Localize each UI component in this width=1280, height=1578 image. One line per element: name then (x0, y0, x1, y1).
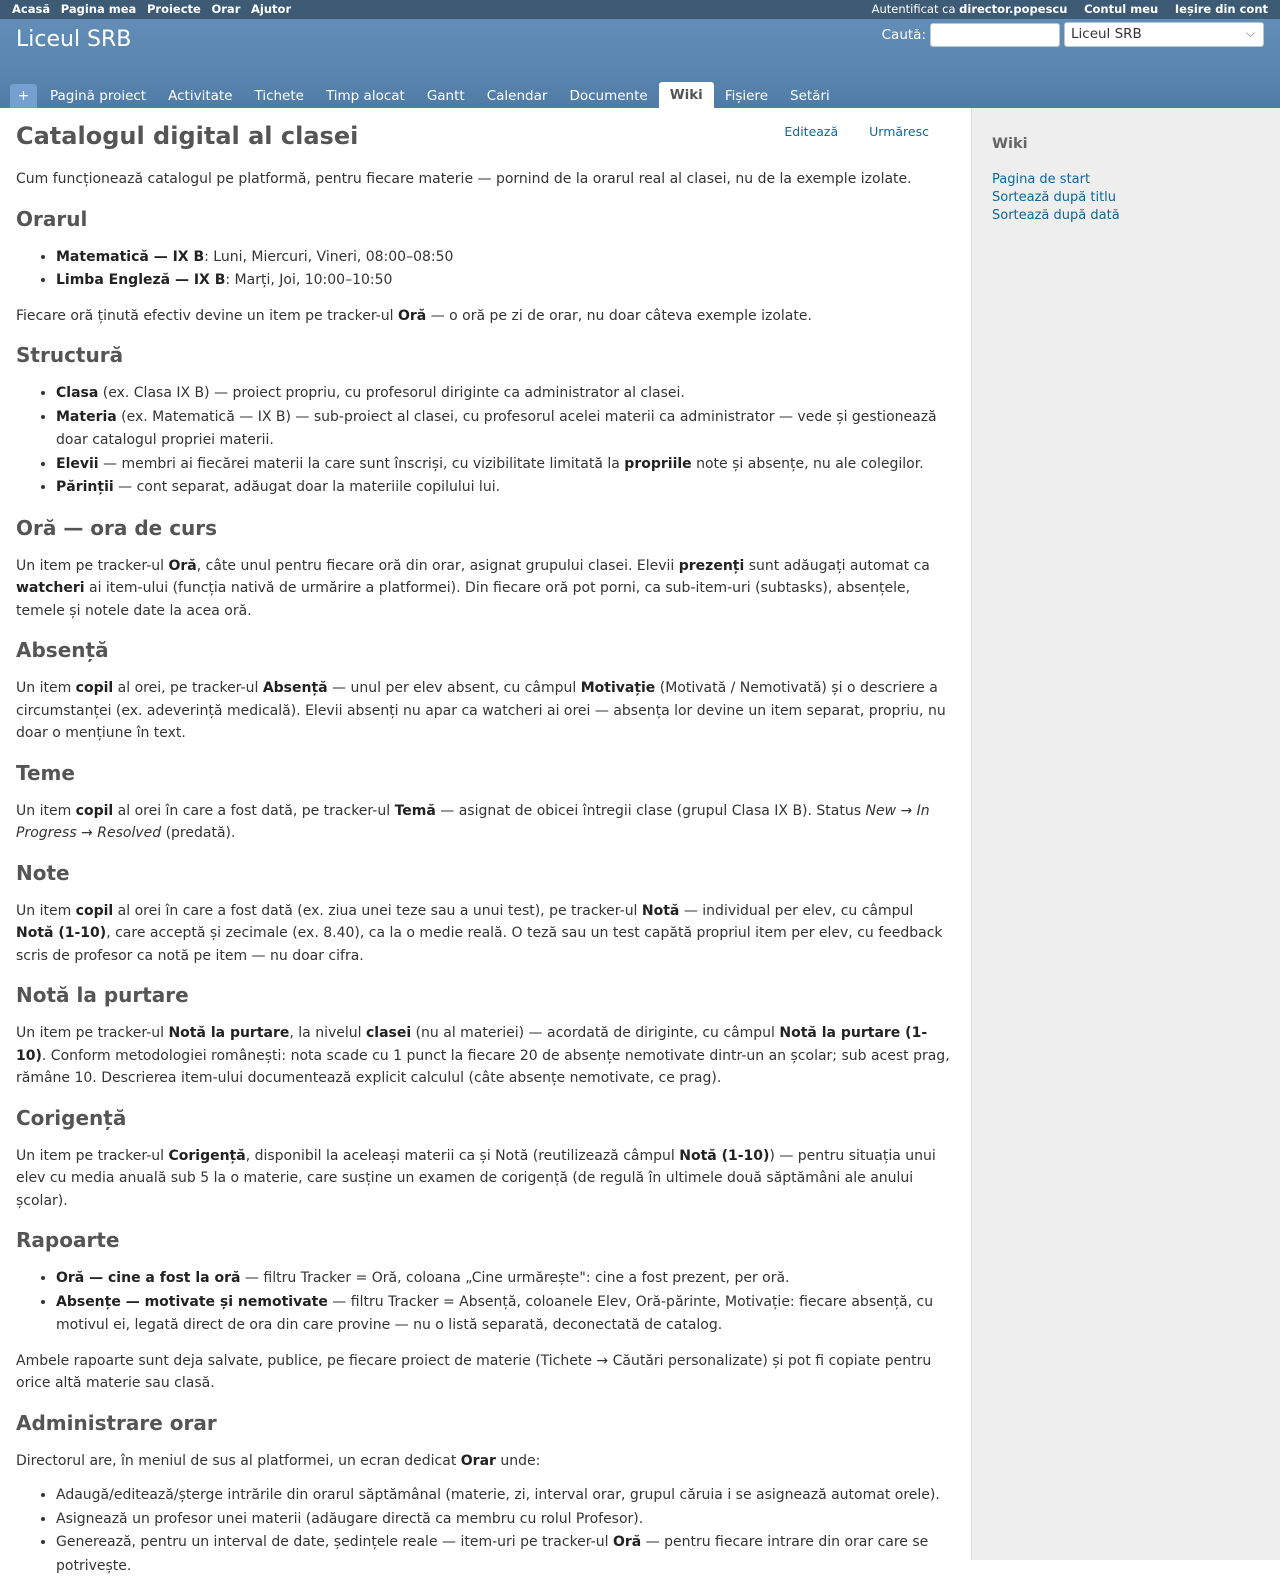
list-item (56, 1508, 955, 1532)
text-run: . Conform metodologiei românești: nota scade cu 1 punct la fiecare 20 de absențe nemotivate dintr-un an școlar; sub acest prag, rămâne 10. Descrierea item-ului documentează explicit calculul (câte absențe nemotivate, ce prag). (16, 1048, 950, 1087)
page-intro: Cum funcționează catalogul pe platformă, pentru fiecare materie — pornind de la orarul real al clasei, nu de la exemple izolate. (16, 168, 955, 191)
paragraph (16, 800, 955, 845)
text-run: ai item-ului (funcția nativă de urmărire a platformei). Din fiecare oră pot porni, ca sub-item-uri (subtasks), absențele, temele și notele date la acea oră. (16, 580, 910, 619)
bullet-list (16, 1484, 955, 1578)
tab-documents[interactable]: Documente (558, 84, 658, 108)
bold-text: watcheri (16, 580, 85, 596)
bold-text: Limba Engleză — IX B (56, 272, 225, 288)
text-run: — asignat de obicei întregii clase (grupul Clasa IX B). Status (436, 803, 866, 819)
text-run: Directorul are, în meniul de sus al platformei, un ecran dedicat (16, 1453, 461, 1469)
list-item (56, 476, 955, 500)
text-run: Un item pe tracker-ul (16, 558, 168, 574)
tab-gantt[interactable]: Gantt (416, 84, 476, 108)
tab-calendar[interactable]: Calendar (476, 84, 559, 108)
text-run: , care acceptă și zecimale (ex. 8.40), ca la o medie reală. O teză sau un test capătă propriul item per elev, cu feedback scris de profesor ca notă pe item — nu doar cifra. (16, 925, 943, 964)
tab-settings[interactable]: Setări (779, 84, 841, 108)
text-run: — filtru Tracker = Absență, coloanele Elev, Oră-părinte, Motivație: fiecare absență, cu motivul ei, legată direct de ora din care provine — nu o listă separată, deconectată de catalog. (56, 1294, 933, 1334)
logout-link[interactable]: Ieșire din cont (1175, 2, 1268, 16)
text-run: al orei, pe tracker-ul (113, 680, 263, 696)
bold-text: Absență (263, 680, 328, 696)
bold-text: Materia (56, 409, 117, 425)
bullet-list (16, 1267, 955, 1338)
section-heading-teme: Teme (16, 760, 955, 786)
project-title: Liceul SRB (16, 27, 131, 52)
text-run: ) — pentru situația unui elev cu media anuală sub 5 la o materie, care susține un examen de corigență (de regulă în ultimele două săptămâni ale anului școlar). (16, 1148, 936, 1209)
top-link-projects[interactable]: Proiecte (147, 2, 201, 16)
paragraph (16, 555, 955, 623)
text-run: — o oră pe zi de orar, nu doar câteva exemple izolate. (426, 308, 812, 324)
project-select-value: Liceul SRB (1071, 26, 1142, 42)
top-link-my-page[interactable]: Pagina mea (61, 2, 137, 16)
main-menu (10, 82, 841, 108)
text-run: (predată). (161, 825, 235, 841)
text-run: — unul per elev absent, cu câmpul (328, 680, 581, 696)
section-heading-nota-la-purtare: Notă la purtare (16, 982, 955, 1008)
contextual-actions (757, 124, 929, 139)
list-item (56, 382, 955, 406)
paragraph (16, 305, 955, 328)
bold-text: copil (76, 903, 114, 919)
paragraph (16, 900, 955, 968)
section-heading-note: Note (16, 860, 955, 886)
bold-text: copil (76, 680, 114, 696)
bold-text: clasei (366, 1025, 411, 1041)
logged-in-prefix: Autentificat ca (872, 2, 956, 16)
text-run: (ex. Clasa IX B) — proiect propriu, cu profesorul diriginte ca administrator al clasei. (98, 385, 685, 401)
text-run: unde: (496, 1453, 540, 1469)
sidebar-title: Wiki (992, 136, 1260, 152)
paragraph (16, 1022, 955, 1090)
text-run: Ambele rapoarte sunt deja salvate, publice, pe fiecare proiect de materie (Tichete → Căutări personalizate) și pot fi copiate pentru orice altă materie sau clasă. (16, 1353, 931, 1392)
text-run: Un item (16, 680, 76, 696)
wiki-sections (16, 206, 955, 1578)
list-item (56, 1291, 955, 1338)
watch-link[interactable]: Urmăresc (869, 124, 929, 139)
text-run: (nu al materiei) — acordată de diriginte, cu câmpul (411, 1025, 779, 1041)
header (0, 19, 1280, 108)
text-run: — pentru fiecare intrare din orar care se potrivește. (56, 1534, 928, 1574)
top-link-schedule[interactable]: Orar (211, 2, 240, 16)
text-run: Un item pe tracker-ul (16, 1025, 168, 1041)
bold-text: Matematică — IX B (56, 249, 204, 265)
section-heading-administrare-orar: Administrare orar (16, 1410, 955, 1436)
bold-text: propriile (624, 456, 691, 472)
sidebar (971, 108, 1280, 1560)
text-run: : Marți, Joi, 10:00–10:50 (225, 272, 392, 288)
main (0, 108, 1280, 1560)
top-menu (0, 0, 1280, 19)
bullet-list (16, 246, 955, 293)
text-run: — filtru Tracker = Oră, coloana „Cine urmărește": cine a fost prezent, per oră. (240, 1270, 789, 1286)
tab-files[interactable]: Fișiere (714, 84, 779, 108)
username-link[interactable]: director.popescu (959, 2, 1067, 16)
text-run: al orei în care a fost dată (ex. ziua unei teze sau a unui test), pe tracker-ul (113, 903, 642, 919)
list-item (56, 406, 955, 453)
text-run: Fiecare oră ținută efectiv devine un item pe tracker-ul (16, 308, 398, 324)
logged-in-as (872, 2, 1068, 16)
bold-text: Notă la purtare (1-10) (16, 1025, 927, 1064)
sidebar-link-start-page[interactable]: Pagina de start (992, 171, 1260, 189)
text-run: , disponibil la aceleași materii ca și Notă (reutilizează câmpul (246, 1148, 680, 1164)
text-run: al orei în care a fost dată, pe tracker-ul (113, 803, 394, 819)
bold-text: Notă (1-10) (16, 925, 106, 941)
bold-text: Notă (642, 903, 679, 919)
search-label: Caută: (882, 27, 926, 43)
text-run: Un item (16, 803, 76, 819)
section-heading-corigenta: Corigență (16, 1105, 955, 1131)
bold-text: Clasa (56, 385, 98, 401)
text-run: Adaugă/editează/șterge intrările din orarul săptămânal (materie, zi, interval orar, grupul căruia i se asignează automat orele). (56, 1487, 940, 1503)
bold-text: Notă la purtare (168, 1025, 289, 1041)
bold-text: Notă (1-10) (679, 1148, 769, 1164)
wiki-content (16, 120, 955, 1578)
bold-text: copil (76, 803, 114, 819)
tab-project-page[interactable]: Pagină proiect (39, 84, 157, 108)
list-item (56, 453, 955, 477)
bold-text: prezenți (679, 558, 745, 574)
bold-text: Oră (613, 1534, 641, 1550)
bold-text: Elevii (56, 456, 99, 472)
tab-activity[interactable]: Activitate (157, 84, 243, 108)
text-run: — individual per elev, cu câmpul (679, 903, 913, 919)
list-item (56, 269, 955, 293)
bold-text: Corigență (168, 1148, 245, 1164)
section-heading-orarul: Orarul (16, 206, 955, 232)
my-account-link[interactable]: Contul meu (1084, 2, 1158, 16)
bullet-list (16, 382, 955, 500)
content (0, 108, 971, 1560)
text-run: — cont separat, adăugat doar la materiile copilului lui. (114, 479, 500, 495)
list-item (56, 1531, 955, 1578)
bold-text: Absențe — motivate și nemotivate (56, 1294, 328, 1310)
quick-search (882, 22, 1264, 47)
bold-text: Motivație (581, 680, 656, 696)
tab-spent-time[interactable]: Timp alocat (315, 84, 416, 108)
top-link-home[interactable]: Acasă (12, 2, 50, 16)
chevron-down-icon: ⌵ (1246, 26, 1255, 41)
top-link-help[interactable]: Ajutor (251, 2, 291, 16)
paragraph (16, 677, 955, 745)
paragraph (16, 1145, 955, 1213)
bold-text: Oră (398, 308, 426, 324)
text-run: Generează, pentru un interval de date, ședințele reale — item-uri pe tracker-ul (56, 1534, 613, 1550)
text-run: : Luni, Miercuri, Vineri, 08:00–08:50 (204, 249, 453, 265)
text-run: (ex. Matematică — IX B) — sub-proiect al clasei, cu profesorul acelei materii ca administrator — vede și gestionează doar catalogul propriei materii. (56, 409, 937, 449)
edit-link[interactable]: Editează (784, 124, 838, 139)
text-run: , la nivelul (289, 1025, 366, 1041)
top-menu-left (12, 0, 298, 19)
sidebar-link-index-by-date[interactable]: Sortează după dată (992, 207, 1260, 225)
bold-text: Temă (395, 803, 436, 819)
section-heading-absenta: Absență (16, 637, 955, 663)
paragraph (16, 1450, 955, 1473)
text-run: Un item pe tracker-ul (16, 1148, 168, 1164)
text-run: (Motivată / Nemotivată) și o descriere a circumstanței (ex. adeverință medicală). Elevii absenți nu apar ca watcheri ai orei — absența lor devine un item separat, propriu, nu doar o mențiune în text. (16, 680, 946, 741)
page-title: Catalogul digital al clasei (16, 120, 955, 152)
text-run: Asignează un profesor unei materii (adăugare directă ca membru cu rolul Profesor). (56, 1511, 643, 1527)
italic-text: New → In Progress → Resolved (16, 803, 930, 842)
bold-text: Oră — cine a fost la oră (56, 1270, 240, 1286)
text-run: note și absențe, nu ale colegilor. (692, 456, 924, 472)
list-item (56, 1267, 955, 1291)
search-input[interactable] (930, 23, 1060, 47)
tab-wiki[interactable]: Wiki (659, 82, 714, 108)
text-run: — membri ai fiecărei materii la care sunt înscriși, cu vizibilitate limitată la (99, 456, 625, 472)
project-jump-select[interactable] (1064, 22, 1264, 47)
list-item (56, 246, 955, 270)
list-item (56, 1484, 955, 1508)
paragraph (16, 1350, 955, 1395)
section-heading-structura: Structură (16, 342, 955, 368)
section-heading-ora-ora-de-curs: Oră — ora de curs (16, 515, 955, 541)
text-run: sunt adăugați automat ca (744, 558, 930, 574)
bold-text: Oră (168, 558, 196, 574)
bold-text: Orar (461, 1453, 496, 1469)
new-object-button[interactable]: + (10, 84, 37, 108)
text-run: Un item (16, 903, 76, 919)
bold-text: Părinții (56, 479, 114, 495)
section-heading-rapoarte: Rapoarte (16, 1227, 955, 1253)
sidebar-link-index-by-title[interactable]: Sortează după titlu (992, 189, 1260, 207)
top-menu-right (872, 0, 1268, 19)
tab-issues[interactable]: Tichete (243, 84, 314, 108)
text-run: , câte unul pentru fiecare oră din orar, asignat grupului clasei. Elevii (197, 558, 679, 574)
